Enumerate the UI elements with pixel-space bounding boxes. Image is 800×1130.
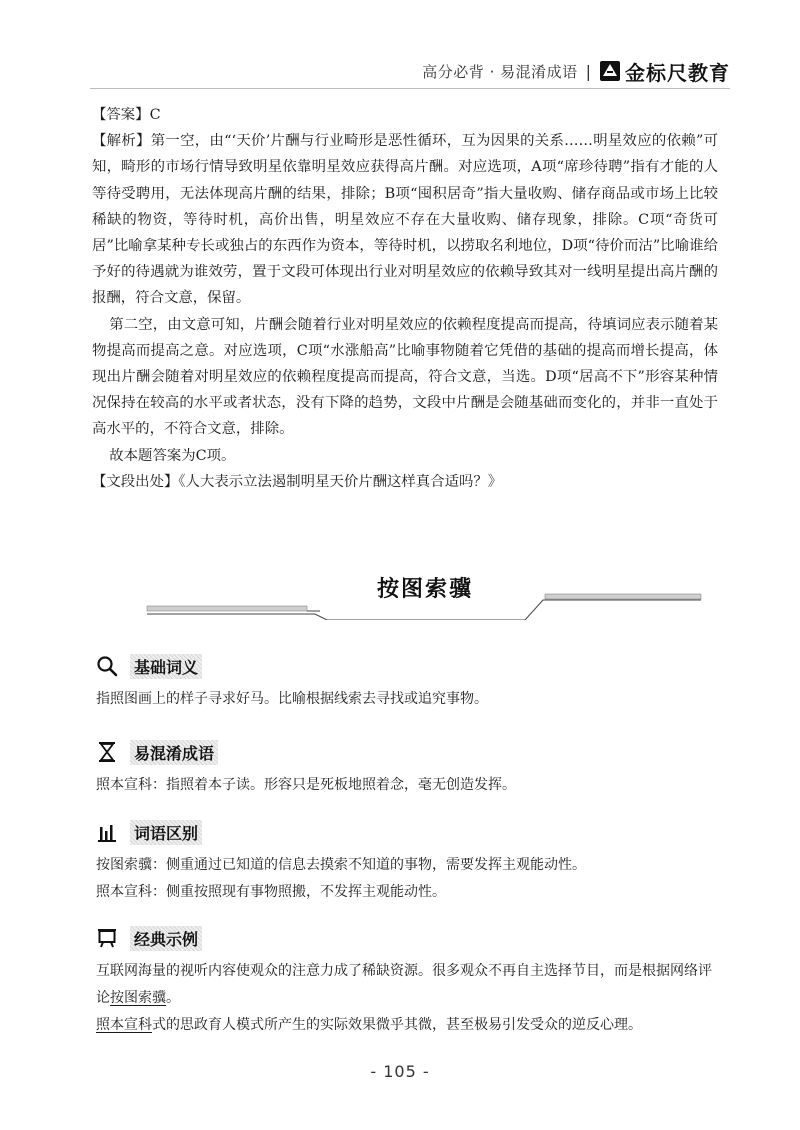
- header-divider: [90, 88, 730, 89]
- example-sentence-1: [96, 958, 716, 1012]
- word-difference-title: 词语区别: [130, 820, 202, 845]
- section-banner: [145, 570, 705, 620]
- bar-chart-icon: [96, 821, 118, 843]
- classic-example-head: [96, 924, 716, 952]
- classic-example-block: [96, 924, 716, 1039]
- basic-meaning-text: 指照图画上的样子寻求好马。比喻根据线索去寻找或追究事物。: [96, 691, 488, 707]
- answer-section: [92, 102, 718, 495]
- answer-line: [92, 102, 718, 128]
- hourglass-icon: [96, 741, 118, 763]
- confusable-idiom-block: [96, 738, 716, 799]
- basic-meaning-body: [96, 686, 716, 713]
- word-difference-body: [96, 852, 716, 906]
- word-difference-line-1: 按图索骥：侧重通过已知道的信息去摸索不知道的事物，需要发挥主观能动性。: [96, 857, 586, 873]
- brand: [599, 57, 730, 86]
- classic-example-title: 经典示例: [130, 926, 202, 951]
- answer-label: 【答案】: [92, 107, 150, 123]
- word-difference-block: [96, 818, 716, 906]
- header-section-text: 高分必背 · 易混淆成语: [422, 62, 578, 81]
- confusable-idiom-head: [96, 738, 716, 766]
- search-icon: [96, 655, 118, 677]
- page-header: [422, 56, 730, 86]
- basic-meaning-head: [96, 652, 716, 680]
- example-1-before: 互联网海量的视听内容使观众的注意力成了稀缺资源。很多观众不再自主选择节目，而是根据网络评论: [96, 963, 712, 1006]
- source-text: 《人大表示立法遏制明星天价片酬这样真合适吗？》: [178, 473, 503, 490]
- confusable-idiom-title: 易混淆成语: [130, 740, 218, 765]
- example-1-after: 。: [166, 990, 180, 1006]
- analysis-text-1: 第一空，由“‘天价’片酬与行业畸形是恶性循环，互为因果的关系……明星效应的依赖”可知，畸形的市场行情导致明星依靠明星效应获得高片酬。对应选项，A项“席珍待聘”指有才能的人等待受聘用，无法体现高片酬的结果，排除；B项“囤积居奇”指大量收购、储存商品或市场上比较稀缺的物资，等待时机，高价出售，明星效应不存在大量收购、储存现象，排除。C项“奇货可居”比喻拿某种专长或独占的东西作为资本，等待时机，以捞取名利地位，D项“待价而沽”比喻谁给予好的待遇就为谁效劳，置于文段可体现出行业对明星效应的依赖导致其对一线明星提出高片酬的报酬，符合文意，保留。: [92, 133, 718, 307]
- section-title: 按图索骥: [376, 577, 473, 602]
- presentation-board-icon: [96, 927, 118, 949]
- source-label: 【文段出处】: [92, 473, 179, 490]
- analysis-paragraph-1: [92, 128, 718, 311]
- classic-example-body: [96, 958, 716, 1039]
- source-line: [92, 469, 718, 495]
- basic-meaning-title: 基础词义: [130, 654, 202, 679]
- example-2-term: 照本宣科: [96, 1017, 152, 1033]
- analysis-conclusion: 故本题答案为C项。: [109, 447, 236, 464]
- brand-logo-icon: [599, 60, 621, 82]
- word-difference-head: [96, 818, 716, 846]
- example-2-after: 式的思政育人模式所产生的实际效果微乎其微，甚至极易引发受众的逆反心理。: [152, 1017, 642, 1033]
- example-1-term: 按图索骥: [110, 990, 166, 1006]
- analysis-label: 【解析】: [92, 133, 151, 150]
- analysis-paragraph-2: 第二空，由文意可知，片酬会随着行业对明星效应的依赖程度提高而提高，待填词应表示随着某物提高而提高之意。对应选项，C项“水涨船高”比喻事物随着它凭借的基础的提高而增长提高，体现出片酬会随着对明星效应的依赖程度提高而提高，符合文意，当选。D项“居高不下”形容某种情况保持在较高的水平或者状态，没有下降的趋势，文段中片酬是会随基础而变化的，并非一直处于高水平的，不符合文意，排除。: [92, 316, 718, 438]
- basic-meaning-block: [96, 652, 716, 713]
- page-number: - 105 -: [370, 1062, 430, 1081]
- confusable-idiom-text: 照本宣科：指照着本子读。形容只是死板地照着念，毫无创造发挥。: [96, 777, 516, 793]
- word-difference-line-2: 照本宣科：侧重按照现有事物照搬，不发挥主观能动性。: [96, 884, 446, 900]
- header-separator: |: [585, 61, 591, 81]
- brand-name: 金标尺教育: [625, 60, 730, 85]
- example-sentence-2: [96, 1012, 716, 1039]
- answer-value: C: [149, 107, 161, 123]
- confusable-idiom-body: [96, 772, 716, 799]
